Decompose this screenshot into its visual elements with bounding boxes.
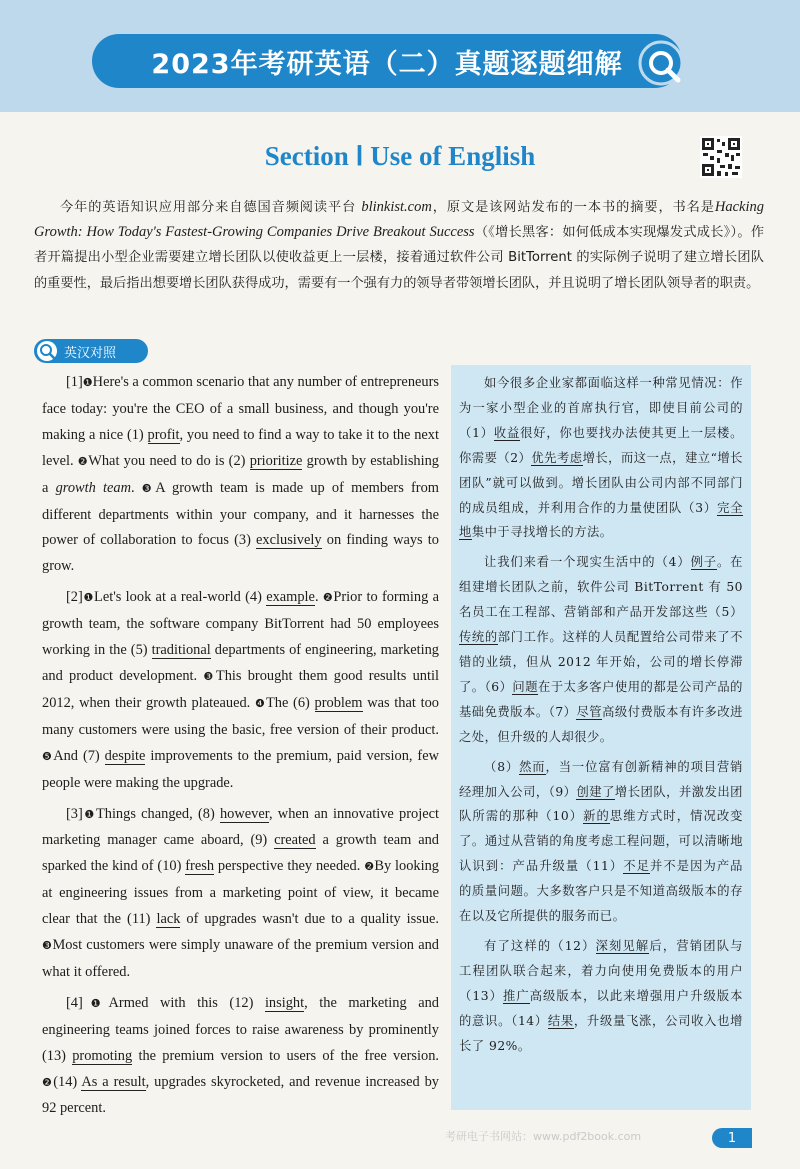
- page-number: 1: [712, 1128, 752, 1148]
- chinese-paragraph-2: 让我们来看一个现实生活中的（4）例子。在组建增长团队之前，软件公司 BitTorrent 有 50 名员工在工程部、营销部和产品开发部这些（5）传统的部门工作。这样的人员配置给公司带来了不错的业绩，但从 2012 年开始，公司的增长停滞了。（6）问题在于太多客户使用的都是公司产品的基础免费版本。（7）尽管高级付费版本有许多改进之处，但升级的人却很少。: [459, 555, 743, 744]
- answer-word: despite: [104, 747, 146, 764]
- answer-word: lack: [156, 911, 181, 928]
- page-title: [92, 34, 682, 88]
- answer-word-cn: 结果: [547, 1013, 574, 1028]
- answer-word-cn: 完全地: [459, 500, 743, 540]
- answer-word-cn: 优先考虑: [531, 450, 583, 465]
- answer-word-cn: 问题: [512, 679, 539, 694]
- magnifier-icon: [636, 38, 688, 90]
- answer-word: prioritize: [249, 452, 303, 469]
- answer-word-cn: 新的: [583, 809, 610, 824]
- answer-word-cn: 深刻见解: [595, 938, 650, 953]
- answer-word: profit: [147, 426, 180, 443]
- magnifier-icon: [36, 340, 58, 362]
- page-title-text: 2023年考研英语（二）真题逐题细解: [151, 48, 623, 80]
- english-paragraph-4: [4]❶Armed with this (12) insight, the marketing and engineering teams joined forces to raise awareness by prominently (13) promoting the premium version to users of the free version. ❷(14) As a result, upgrades skyrocketed, and revenue increased by 92 percent.: [42, 994, 440, 1117]
- chinese-paragraph-3: （8）然而，当一位富有创新精神的项目营销经理加入公司，（9）创建了增长团队，并激发出团队所需的那种（10）新的思维方式时，情况改变了。通过从营销的角度考虑工程问题，可以清晰地认识到：产品升级量（11）不足并不是因为产品的质量问题。大多数客户只是不知道高级版本的存在以及它所提供的服务而已。: [459, 759, 743, 924]
- english-paragraph-2: [2]❶Let's look at a real-world (4) example. ❷Prior to forming a growth team, the software company BitTorrent had 50 employees working in the (5) traditional departments of engineering, marketing and product development. ❸This brought them good results until 2012, when their growth plateaued. ❹The (6) problem was that too many customers were using the basic, free version of their product. ❺And (7) despite improvements to the premium, paid version, few people were making the upgrade.: [42, 589, 439, 791]
- answer-word-cn: 推广: [502, 988, 530, 1003]
- section-tag-label: 英汉对照: [64, 345, 117, 361]
- intro-paragraph: 今年的英语知识应用部分来自德国音频阅读平台 blinkist.com，原文是该网站发布的一本书的摘要，书名是Hacking Growth: How Today's Fastest-Growing Companies Drive Breakout Success（《增长黑客：如何低成本实现爆发式成长》）。作者开篇提出小型企业需要建立增长团队以使收益更上一层楼，接着通过软件公司 BitTorrent 的实际例子说明了建立增长团队的重要性，最后指出想要增长团队获得成功，需要有一个强有力的领导者带领增长团队，并且说明了增长团队领导者的职责。: [34, 199, 765, 291]
- watermark: 考研电子书网站：www.pdf2book.com: [445, 1130, 642, 1143]
- answer-word-cn: 传统的: [459, 630, 498, 645]
- chinese-paragraph-4: 有了这样的（12）深刻见解后，营销团队与工程团队联合起来，着力向使用免费版本的用户（13）推广高级版本，以此来增强用户升级版本的意识。（14）结果，升级量飞涨，公司收入也增长了 92%。: [459, 938, 743, 1053]
- answer-word: problem: [314, 694, 363, 711]
- section-tag: [34, 339, 148, 363]
- english-paragraph-3: [3]❶Things changed, (8) however, when an innovative project marketing manager came aboard, (9) created a growth team and sparked the kind of (10) fresh perspective they needed. ❷By looking at engineering issues from a marketing point of view, it became clear that the (11) lack of upgrades wasn't due to a quality issue. ❸Most customers were simply unaware of the premium version and what it offered.: [42, 805, 440, 980]
- english-paragraph-1: [1]❶Here's a common scenario that any number of entrepreneurs face today: you're the CEO of a small business, and though you're making a nice (1) profit, you need to find a way to take it to the next level. ❷What you need to do is (2) prioritize growth by establishing a growth team. ❸A growth team is made up of members from different departments within your company, and it harnesses the power of collaboration to focus (3) exclusively on finding ways to grow.: [42, 374, 440, 575]
- answer-word: fresh: [185, 858, 215, 875]
- answer-word: however: [219, 805, 269, 822]
- answer-word: As a result: [81, 1073, 146, 1090]
- answer-word-cn: 不足: [623, 859, 650, 874]
- answer-word: exclusively: [256, 532, 322, 549]
- answer-word: example: [266, 589, 315, 606]
- answer-word-cn: 创建了: [576, 784, 615, 799]
- answer-word: promoting: [72, 1047, 133, 1064]
- section-title: Section Ⅰ Use of English: [264, 141, 536, 171]
- english-passage: [42, 370, 439, 1122]
- answer-word: insight: [264, 994, 305, 1011]
- qr-code-icon: [700, 136, 742, 178]
- answer-word: traditional: [151, 642, 211, 659]
- answer-word-cn: 例子: [690, 555, 717, 570]
- chinese-translation-panel: [451, 365, 751, 1110]
- book-title: Hacking Growth: How Today's Fastest-Growing Companies Drive Breakout Success: [34, 199, 764, 241]
- answer-word-cn: 然而: [519, 759, 546, 774]
- answer-word-cn: 尽管: [576, 704, 603, 719]
- answer-word-cn: 收益: [493, 425, 521, 440]
- answer-word: created: [274, 832, 316, 849]
- chinese-paragraph-1: 如今很多企业家都面临这样一种常见情况：作为一家小型企业的首席执行官，即使目前公司的（1）收益很好，你也要找办法使其更上一层楼。你需要（2）优先考虑增长，而这一点，建立“增长团队”就可以做到。增长团队由公司内部不同部门的成员组成，并利用合作的力量使团队（3）完全地集中于寻找增长的方法。: [459, 376, 743, 540]
